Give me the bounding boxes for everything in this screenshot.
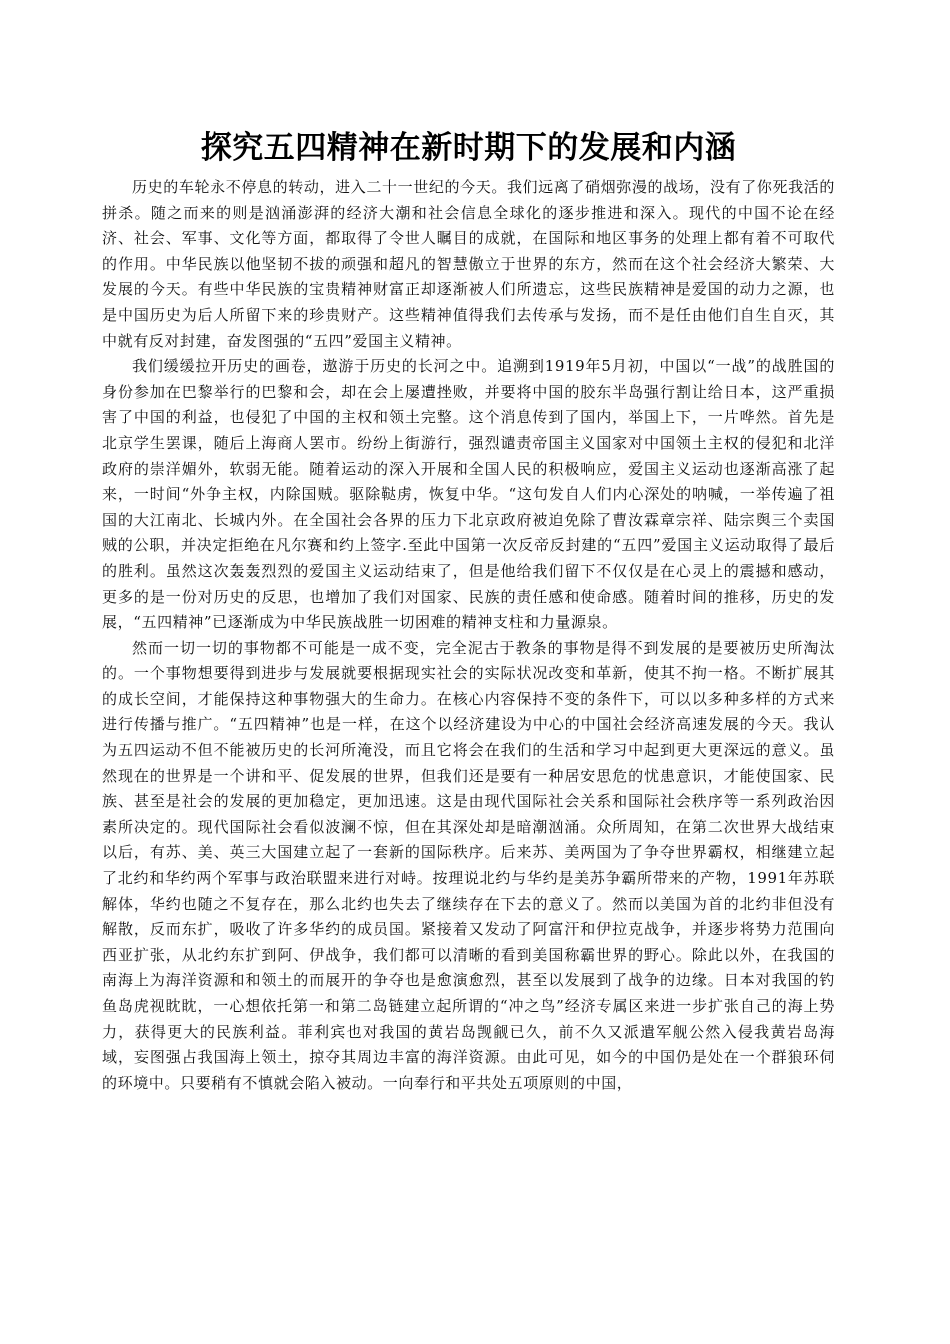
paragraph-1: 历史的车轮永不停息的转动，进入二十一世纪的今天。我们远离了硝烟弥漫的战场，没有了你死我活的拼杀。随之而来的则是汹涌澎湃的经济大潮和社会信息全球化的逐步推进和深入。现代的中国不论在经济、社会、军事、文化等方面，都取得了令世人瞩目的成就，在国际和地区事务的处理上都有着不可取代的作用。中华民族以他坚韧不拔的顽强和超凡的智慧傲立于世界的东方，然而在这个社会经济大繁荣、大发展的今天。有些中华民族的宝贵精神财富正却逐渐被人们所遗忘，这些民族精神是爱国的动力之源，也是中国历史为后人所留下来的珍贵财产。这些精神值得我们去传承与发扬，而不是任由他们自生自灭，其中就有反对封建，奋发图强的“五四”爱国主义精神。 xyxy=(102,178,835,350)
document-page xyxy=(102,126,835,1096)
paragraph-2: 我们缓缓拉开历史的画卷，遨游于历史的长河之中。追溯到1919年5月初，中国以“一战”的战胜国的身份参加在巴黎举行的巴黎和会，却在会上屡遭挫败，并要将中国的胶东半岛强行割让给日本，这严重损害了中国的利益，也侵犯了中国的主权和领土完整。这个消息传到了国内，举国上下，一片哗然。首先是北京学生罢课，随后上海商人罢市。纷纷上街游行，强烈谴责帝国主义国家对中国领土主权的侵犯和北洋政府的崇洋媚外，软弱无能。随着运动的深入开展和全国人民的积极响应，爱国主义运动也逐渐高涨了起来，一时间“外争主权，内除国贼。驱除鞑虏，恢复中华。“这句发自人们内心深处的呐喊，一举传遍了祖国的大江南北、长城内外。在全国社会各界的压力下北京政府被迫免除了曹汝霖章宗祥、陆宗舆三个卖国贼的公职，并决定拒绝在凡尔赛和约上签字.至此中国第一次反帝反封建的“五四”爱国主义运动取得了最后的胜利。虽然这次轰轰烈烈的爱国主义运动结束了，但是他给我们留下不仅仅是在心灵上的震撼和感动，更多的是一份对历史的反思，也增加了我们对国家、民族的责任感和使命感。随着时间的推移，历史的发展，“五四精神”已逐渐成为中华民族战胜一切困难的精神支柱和力量源泉。 xyxy=(102,357,835,632)
paragraph-3: 然而一切一切的事物都不可能是一成不变，完全泥古于教条的事物是得不到发展的是要被历史所淘汰的。一个事物想要得到进步与发展就要根据现实社会的实际状况改变和革新，使其不拘一格。不断扩展其的成长空间，才能保持这种事物强大的生命力。在核心内容保持不变的条件下，可以以多种多样的方式来进行传播与推广。“五四精神”也是一样，在这个以经济建设为中心的中国社会经济高速发展的今天。我认为五四运动不但不能被历史的长河所淹没，而且它将会在我们的生活和学习中起到更大更深远的意义。虽然现在的世界是一个讲和平、促发展的世界，但我们还是要有一种居安思危的忧患意识，才能使国家、民族、甚至是社会的发展的更加稳定，更加迅速。这是由现代国际社会关系和国际社会秩序等一系列政治因素所决定的。现代国际社会看似波澜不惊，但在其深处却是暗潮汹涌。众所周知，在第二次世界大战结束以后，有苏、美、英三大国建立起了一套新的国际秩序。后来苏、美两国为了争夺世界霸权，相继建立起了北约和华约两个军事与政治联盟来进行对峙。按理说北约与华约是美苏争霸所带来的产物，1991年苏联解体，华约也随之不复存在，那么北约也失去了继续存在下去的意义了。然而以美国为首的北约非但没有解散，反而东扩，吸收了许多华约的成员国。紧接着又发动了阿富汗和伊拉克战争，并逐步将势力范围向西亚扩张，从北约东扩到阿、伊战争，我们都可以清晰的看到美国称霸世界的野心。除此以外，在我国的南海上为海洋资源和和领土的而展开的争夺也是愈演愈烈，甚至以发展到了战争的边缘。日本对我国的钓鱼岛虎视眈眈，一心想依托第一和第二岛链建立起所谓的“冲之鸟”经济专属区来进一步扩张自己的海上势力，获得更大的民族利益。菲利宾也对我国的黄岩岛觊觎已久，前不久又派遣军舰公然入侵我黄岩岛海域，妄图强占我国海上领土，掠夺其周边丰富的海洋资源。由此可见，如今的中国仍是处在一个群狼环伺的环境中。只要稍有不慎就会陷入被动。一向奉行和平共处五项原则的中国， xyxy=(102,638,835,1092)
document-title: 探究五四精神在新时期下的发展和内涵 xyxy=(200,130,737,166)
